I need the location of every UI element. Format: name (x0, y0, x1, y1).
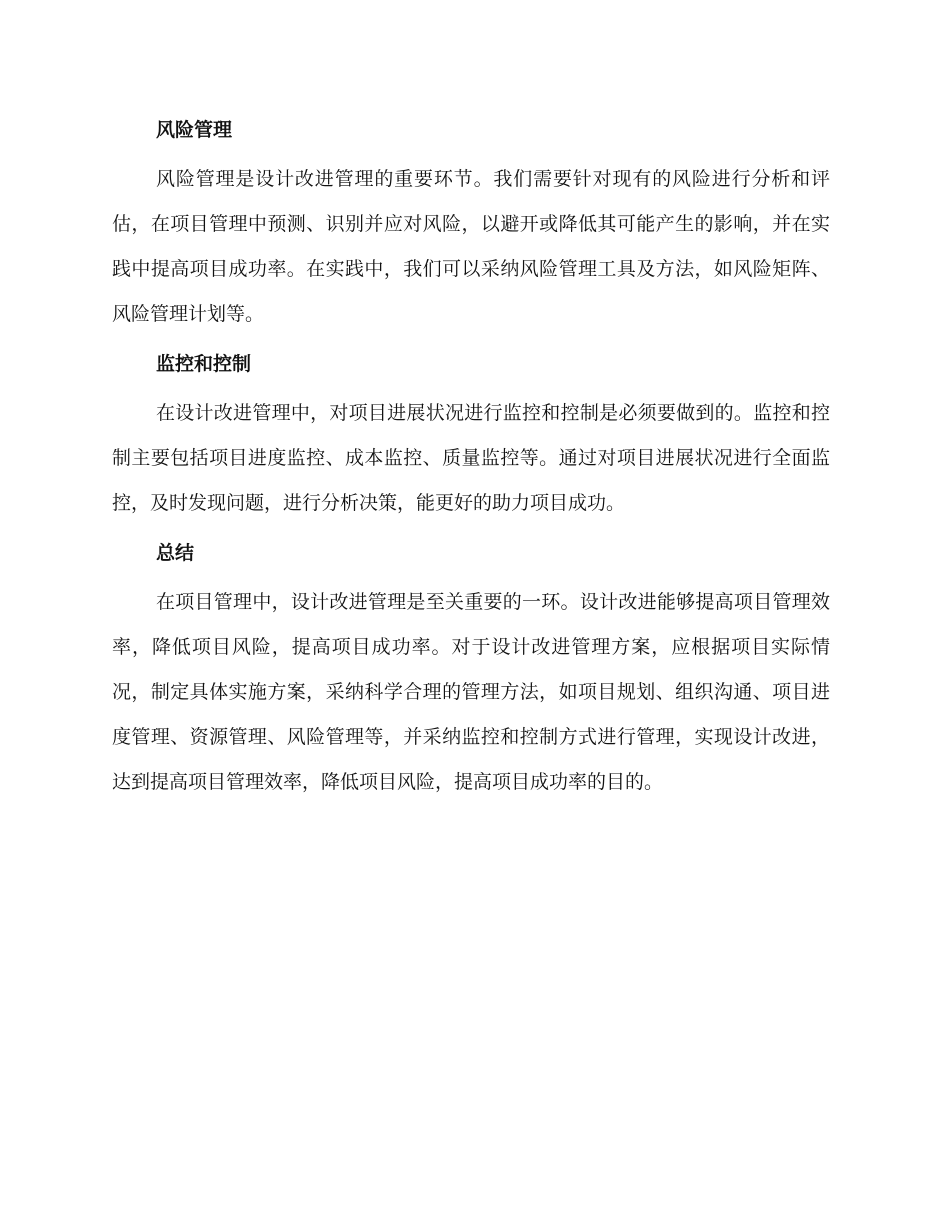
section-paragraph: 在设计改进管理中，对项目进展状况进行监控和控制是必须要做到的。监控和控制主要包括项目进度监控、成本监控、质量监控等。通过对项目进展状况进行全面监控，及时发现问题，进行分析决策，能更好的助力项目成功。 (112, 402, 830, 514)
document-page (112, 108, 830, 810)
section-heading: 监控和控制 (156, 353, 252, 375)
section-summary (112, 531, 830, 805)
section-heading: 风险管理 (156, 119, 233, 141)
section-heading: 总结 (156, 542, 195, 564)
section-paragraph: 在项目管理中，设计改进管理是至关重要的一环。设计改进能够提高项目管理效率，降低项目风险，提高项目成功率。对于设计改进管理方案，应根据项目实际情况，制定具体实施方案，采纳科学合理的管理方法，如项目规划、组织沟通、项目进度管理、资源管理、风险管理等，并采纳监控和控制方式进行管理，实现设计改进，达到提高项目管理效率，降低项目风险，提高项目成功率的目的。 (112, 591, 830, 793)
section-monitoring-control (112, 342, 830, 526)
section-paragraph: 风险管理是设计改进管理的重要环节。我们需要针对现有的风险进行分析和评估，在项目管理中预测、识别并应对风险，以避开或降低其可能产生的影响，并在实践中提高项目成功率。在实践中，我们可以采纳风险管理工具及方法，如风险矩阵、风险管理计划等。 (112, 168, 830, 325)
section-risk-management (112, 108, 830, 337)
